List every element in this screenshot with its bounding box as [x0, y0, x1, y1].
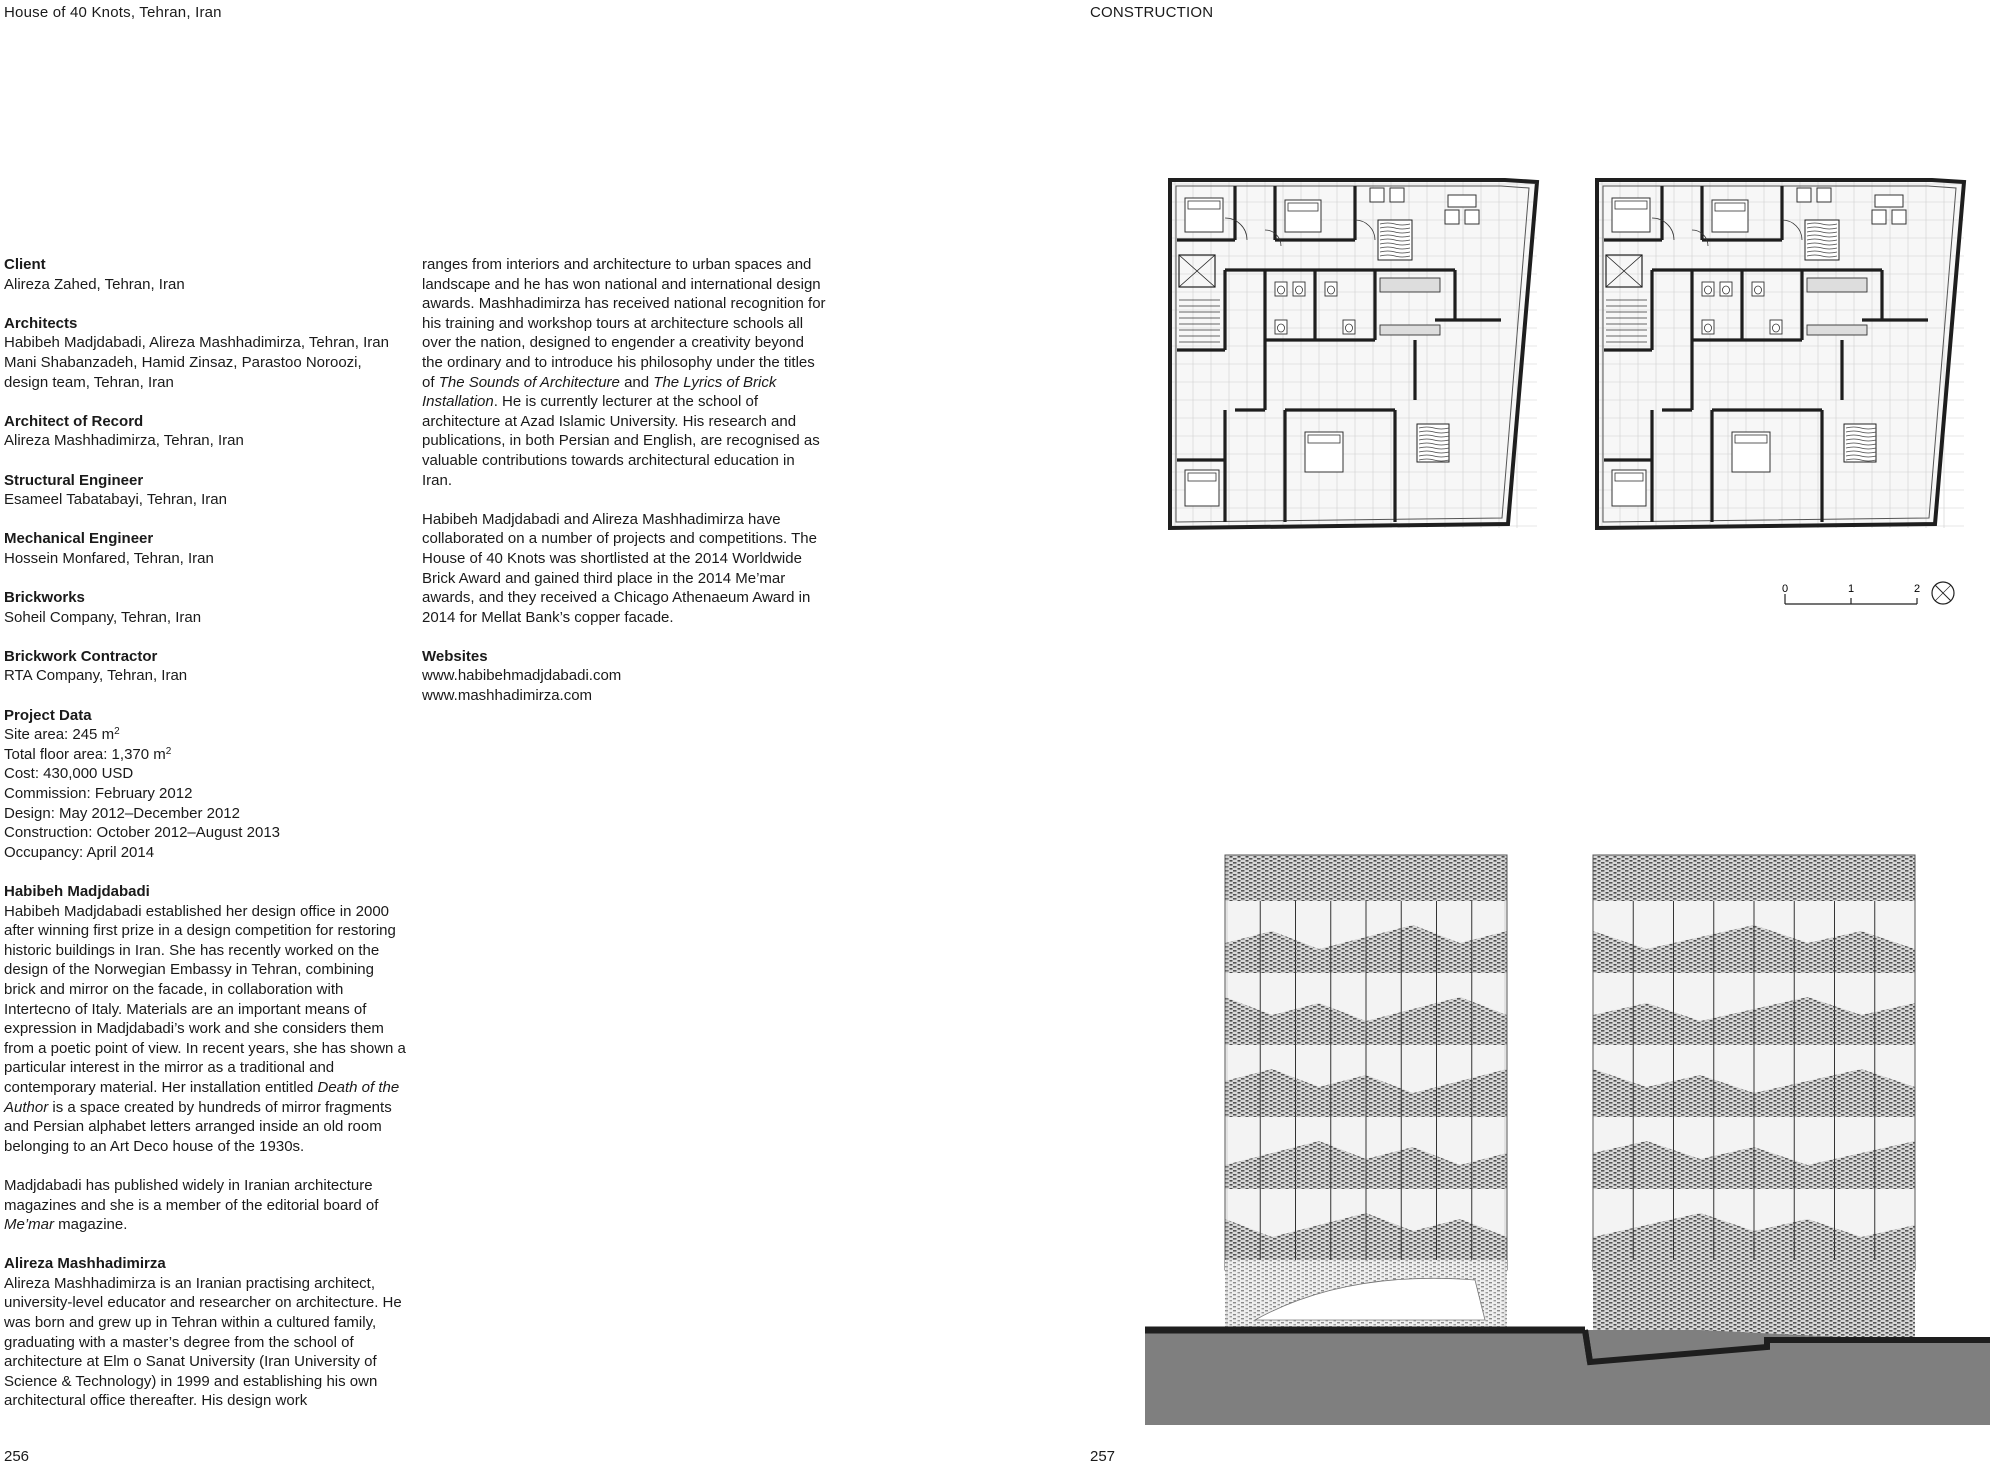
commission-date: Commission: February 2012: [4, 785, 193, 803]
website-link-madjdabadi[interactable]: www.habibehmadjdabadi.com: [422, 667, 622, 685]
credit-block: [4, 647, 409, 686]
credits-list: [4, 255, 409, 686]
page-number-right: 257: [1090, 1448, 1116, 1465]
credit-heading: Architects: [4, 314, 78, 332]
floor-plan-right: [1597, 180, 1964, 528]
floor-area: Total floor area: 1,370 $m^2$: [4, 745, 172, 763]
bio-continued: [422, 255, 827, 627]
mashhadimirza-bio: [4, 1254, 409, 1411]
credit-block: [4, 471, 409, 510]
floor-plan-left: [1170, 180, 1537, 528]
credit-heading: Brickwork Contractor: [4, 647, 158, 665]
credit-line: Soheil Company, Tehran, Iran: [4, 608, 202, 626]
mashhadimirza-paragraph-1: Alireza Mashhadimirza is an Iranian practising architect, university-level educator and researcher on architecture. He was born and grew up in Tehran within a cultured family, graduating with a master’s degree from the school of architecture at Elm o Sanat University (Iran University of Science & Technology) in 1999 and establishing his own architectural office thereafter. His design work: [4, 1274, 402, 1410]
madjdabadi-bio: [4, 882, 409, 1235]
cost: Cost: 430,000 USD: [4, 765, 134, 783]
project-data-heading: Project Data: [4, 706, 92, 724]
credit-line: Alireza Mashhadimirza, Tehran, Iran: [4, 432, 244, 450]
running-head-right: CONSTRUCTION: [1090, 4, 1214, 21]
credit-line: design team, Tehran, Iran: [4, 373, 174, 391]
ground-section: [1145, 1330, 1990, 1425]
credit-heading: Client: [4, 256, 46, 273]
credit-line: Hossein Monfared, Tehran, Iran: [4, 549, 214, 567]
credits-column: [4, 255, 409, 1431]
floor-plan-figure: [1165, 170, 1975, 535]
scale-tick-2: 2: [1913, 583, 1921, 595]
credit-heading: Architect of Record: [4, 412, 144, 430]
scale-tick-1: 1: [1847, 583, 1855, 595]
websites-heading: Websites: [422, 647, 488, 665]
madjdabadi-paragraph-2: Madjdabadi has published widely in Iranian architecture magazines and she is a member of the editorial board of Me’mar magazine.: [4, 1176, 379, 1234]
collaboration-paragraph: Habibeh Madjdabadi and Alireza Mashhadimirza have collaborated on a number of projects and competitions. The House of 40 Knots was shortlisted at the 2014 Worldwide Brick Award and gained third place in the 2014 Me’mar awards, and they received a Chicago Athenaeum Award in 2014 for Mellat Bank’s copper facade.: [422, 510, 817, 626]
occupancy-date: Occupancy: April 2014: [4, 843, 155, 861]
site-area: Site area: 245 $m^2$: [4, 726, 120, 744]
north-arrow-icon: [1932, 582, 1954, 604]
elevation-right-building: [1593, 855, 1915, 1338]
credit-block: [4, 412, 409, 451]
construction-dates: Construction: October 2012–August 2013: [4, 824, 281, 842]
credit-block: [4, 314, 409, 392]
mashhadimirza-heading: Alireza Mashhadimirza: [4, 1255, 166, 1273]
design-dates: Design: May 2012–December 2012: [4, 804, 240, 822]
bio-continued-paragraph-1: ranges from interiors and architecture to urban spaces and landscape and he has won national and international design awards. Mashhadimirza has received national recognition for his training and workshop tours at architecture schools all over the nation, designed to engender a creativity beyond the ordinary and to introduce his philosophy under the titles of The Sounds of Architecture and The Lyrics of Brick Installation. He is currently lecturer at the school of architecture at Azad Islamic University. His research and publications, in both Persian and English, are recognised as valuable contributions towards architectural education in Iran.: [422, 256, 826, 489]
credit-line: Alireza Zahed, Tehran, Iran: [4, 275, 185, 293]
credit-line: Habibeh Madjdabadi, Alireza Mashhadimirza, Tehran, Iran: [4, 334, 389, 352]
elevation-figure: [1145, 850, 1990, 1425]
websites-block: [422, 647, 827, 706]
credit-line: RTA Company, Tehran, Iran: [4, 667, 188, 685]
page-number-left: 256: [4, 1448, 30, 1465]
scale-tick-0: 0: [1781, 583, 1789, 595]
credit-block: [4, 529, 409, 568]
credit-block: [4, 588, 409, 627]
project-data-block: [4, 706, 409, 863]
credit-line: Mani Shabanzadeh, Hamid Zinsaz, Parastoo Noroozi,: [4, 353, 362, 371]
website-link-mashhadimirza[interactable]: www.mashhadimirza.com: [422, 687, 593, 705]
credit-heading: Brickworks: [4, 589, 85, 607]
credit-block: [4, 255, 409, 294]
running-head-left: House of 40 Knots, Tehran, Iran: [4, 4, 222, 21]
credit-heading: Structural Engineer: [4, 471, 144, 489]
bio-continued-column: [422, 255, 827, 725]
madjdabadi-heading: Habibeh Madjdabadi: [4, 883, 150, 900]
madjdabadi-paragraph-1: Habibeh Madjdabadi established her design office in 2000 after winning first prize in a design competition for restoring historic buildings in Iran. She has recently worked on the design of the Norwegian Embassy in Tehran, combining brick and mirror on the facade, in collaboration with Intertecno of Italy. Materials are an important means of expression in Madjdabadi’s work and she considers them from a poetic point of view. In recent years, she has shown a particular interest in the mirror as a traditional and contemporary material. Her installation entitled Death of the Author is a space created by hundreds of mirror fragments and Persian alphabet letters arranged inside an old room belonging to an Art Deco house of the 1930s.: [4, 902, 406, 1155]
credit-line: Esameel Tabatabayi, Tehran, Iran: [4, 491, 227, 509]
credit-heading: Mechanical Engineer: [4, 530, 154, 548]
scale-bar: [1775, 580, 1960, 620]
